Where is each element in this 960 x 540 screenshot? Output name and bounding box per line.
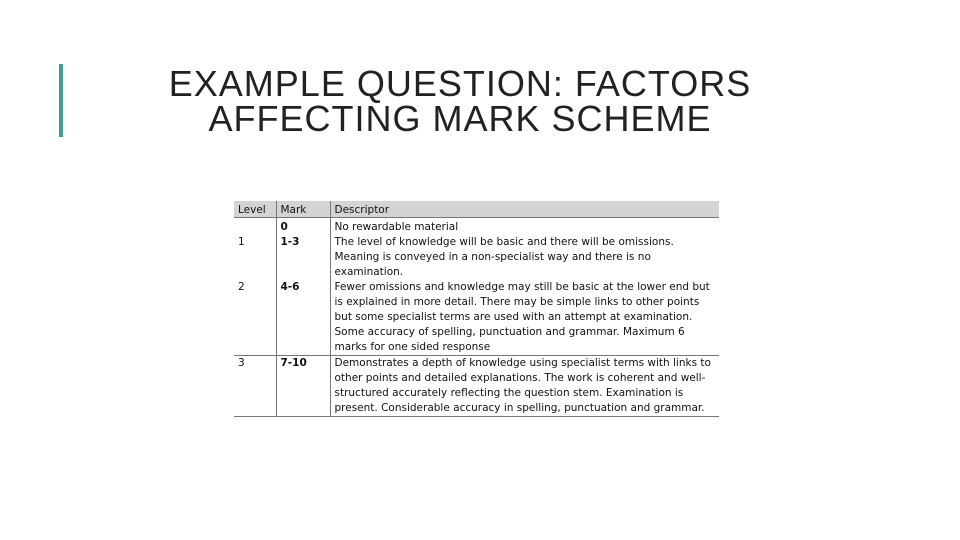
table-row bbox=[234, 280, 719, 356]
column-header-descriptor: Descriptor bbox=[330, 201, 719, 218]
slide-title bbox=[120, 63, 800, 139]
table-row bbox=[234, 356, 719, 417]
column-header-level: Level bbox=[234, 201, 276, 218]
mark-cell: 1-3 bbox=[276, 235, 330, 280]
mark-cell: 4-6 bbox=[276, 280, 330, 356]
descriptor-cell: Fewer omissions and knowledge may still be basic at the lower end but is explained in more detail. There may be simple links to other points but some specialist terms are used with an attempt at examination. Some accuracy of spelling, punctuation and grammar. Maximum 6 marks for one sided response bbox=[330, 280, 719, 356]
title-accent-bar bbox=[59, 64, 63, 137]
table-row bbox=[234, 235, 719, 280]
mark-cell: 0 bbox=[276, 218, 330, 236]
mark-scheme-table-image bbox=[234, 201, 719, 417]
descriptor-cell: No rewardable material bbox=[334, 221, 459, 233]
descriptor-cell: The level of knowledge will be basic and there will be omissions. Meaning is conveyed in a non-specialist way and there is no examination. bbox=[334, 236, 674, 278]
slide-title-line-1: EXAMPLE QUESTION: FACTORS bbox=[168, 63, 752, 104]
level-cell: 1 bbox=[234, 235, 276, 280]
table-row bbox=[234, 218, 719, 236]
mark-scheme-table bbox=[234, 201, 719, 417]
mark-cell: 7-10 bbox=[276, 356, 330, 417]
table-header-row bbox=[234, 201, 719, 218]
descriptor-cell: Demonstrates a depth of knowledge using specialist terms with links to other points and detailed explanations. The work is coherent and well-structured accurately reflecting the question stem. Examination is present. Considerable accuracy in spelling, punctuation and grammar. bbox=[330, 356, 719, 417]
column-header-mark: Mark bbox=[276, 201, 330, 218]
slide-title-line-2: AFFECTING MARK SCHEME bbox=[208, 98, 712, 139]
level-cell bbox=[234, 218, 276, 236]
level-cell: 3 bbox=[234, 356, 276, 417]
level-cell: 2 bbox=[234, 280, 276, 356]
